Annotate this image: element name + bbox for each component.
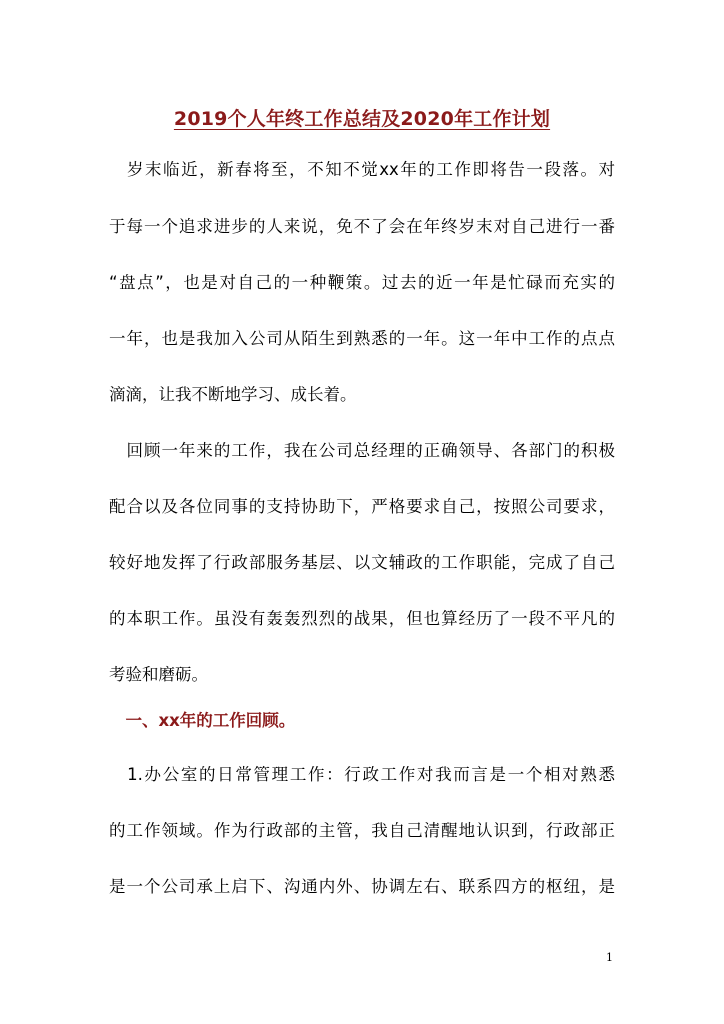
body-line: 较好地发挥了行政部服务基层、以文辅政的工作职能，完成了自己 xyxy=(109,553,615,572)
body-line: 滴滴，让我不断地学习、成长着。 xyxy=(109,385,357,404)
body-line: “盘点”，也是对自己的一种鞭策。过去的近一年是忙碌而充实的 xyxy=(109,273,615,292)
body-line: 一年，也是我加入公司从陌生到熟悉的一年。这一年中工作的点点 xyxy=(109,329,615,348)
body-line: 配合以及各位同事的支持协助下，严格要求自己，按照公司要求， xyxy=(109,497,615,516)
section-heading: 一、xx年的工作回顾。 xyxy=(109,711,296,730)
body-line: 考验和磨砺。 xyxy=(109,665,208,684)
page-number: 1 xyxy=(606,951,613,964)
body-line: 岁末临近，新春将至，不知不觉xx年的工作即将告一段落。对 xyxy=(109,160,615,179)
body-line: 回顾一年来的工作，我在公司总经理的正确领导、各部门的积极 xyxy=(109,441,615,460)
body-line: 的工作领域。作为行政部的主管，我自己清醒地认识到，行政部正 xyxy=(109,821,615,840)
body-line: 是一个公司承上启下、沟通内外、协调左右、联系四方的枢纽，是 xyxy=(109,877,615,896)
body-line: 的本职工作。虽没有轰轰烈烈的战果，但也算经历了一段不平凡的 xyxy=(109,609,615,628)
document-title: 2019个人年终工作总结及2020年工作计划 xyxy=(173,108,551,130)
body-line: 1.办公室的日常管理工作：行政工作对我而言是一个相对熟悉 xyxy=(109,765,615,784)
body-line: 于每一个追求进步的人来说，免不了会在年终岁末对自己进行一番 xyxy=(109,217,615,236)
